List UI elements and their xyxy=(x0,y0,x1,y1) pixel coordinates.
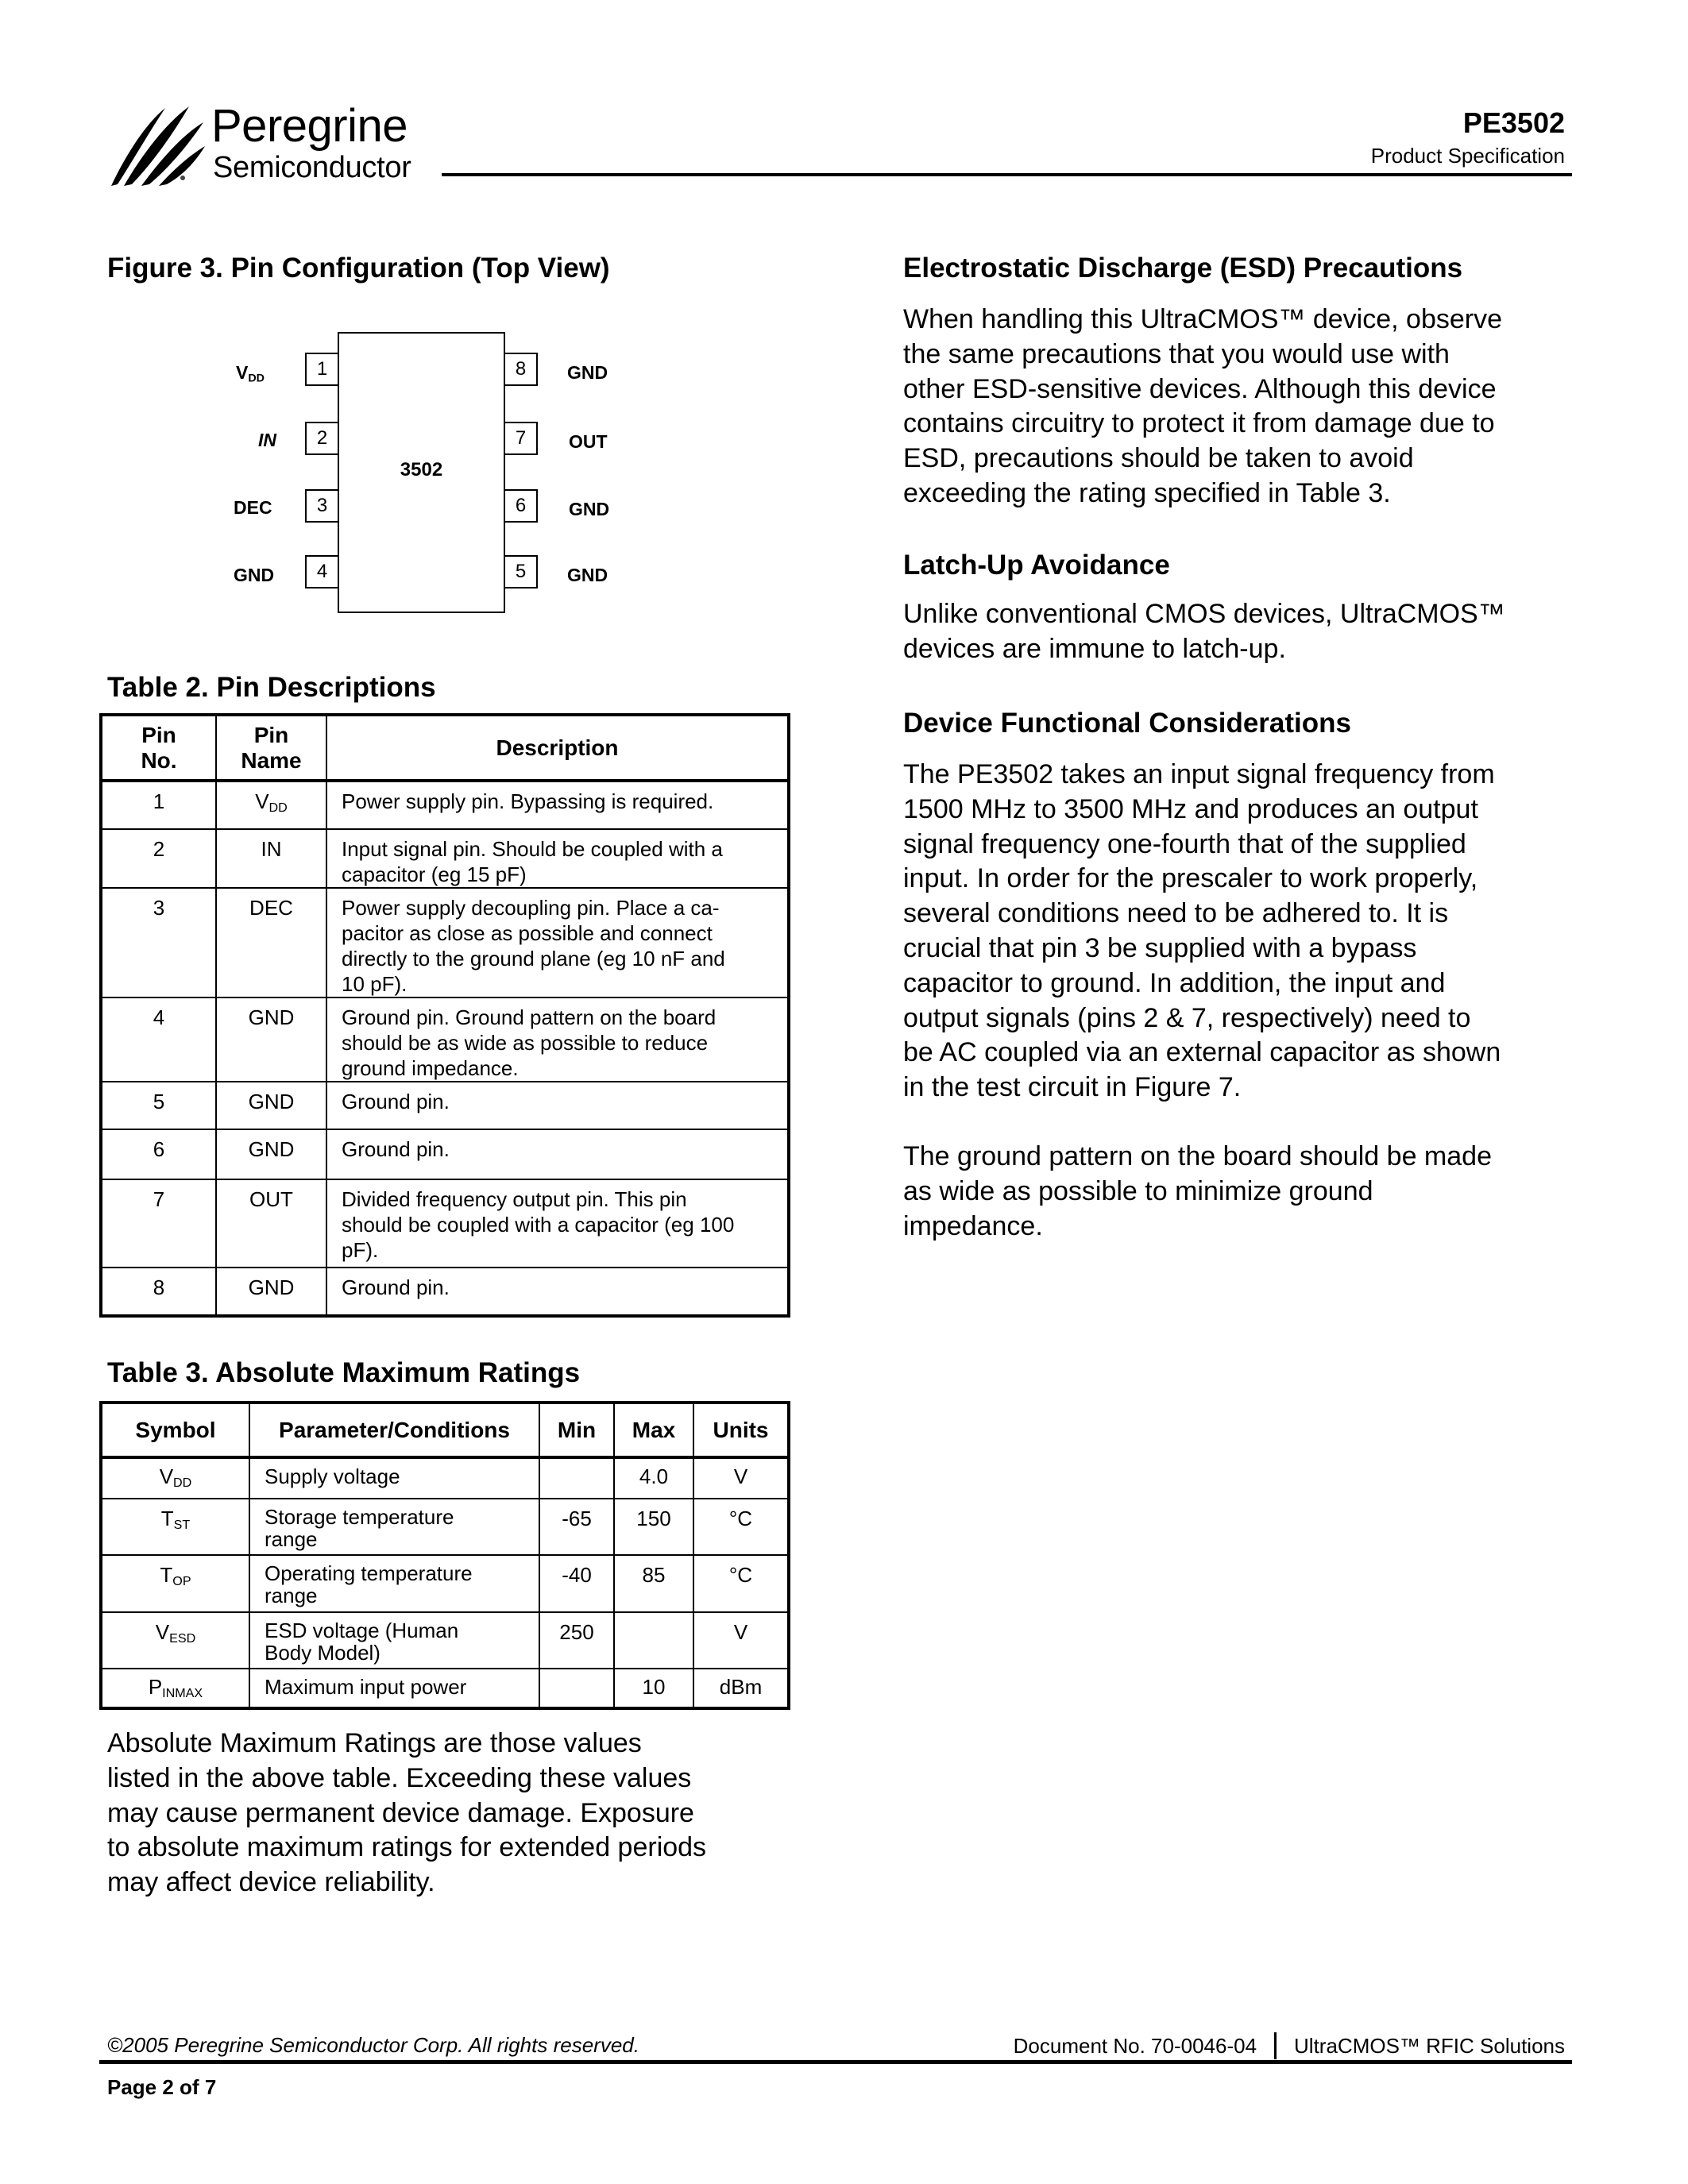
cell-max: 10 xyxy=(614,1669,693,1708)
pin-box-4: 4 xyxy=(305,555,339,588)
figure3-title: Figure 3. Pin Configuration (Top View) xyxy=(107,253,610,284)
chip-label: 3502 xyxy=(400,459,443,480)
cell-pin-no: 8 xyxy=(101,1268,216,1316)
cell-pin-name: GND xyxy=(216,1268,326,1316)
header-divider xyxy=(442,173,1572,176)
cell-description: Ground pin. Ground pattern on the board should be as wide as possible to reduce ground impedance. xyxy=(326,997,789,1082)
table-row xyxy=(101,997,789,1082)
cell-min xyxy=(539,1457,614,1499)
pin-label-6: GND xyxy=(569,499,610,519)
footer-doc-number: Document No. 70-0046-04 xyxy=(1013,2034,1257,2058)
cell-symbol: $V_{ESD}$ xyxy=(101,1612,249,1669)
cell-description: Ground pin. xyxy=(326,1082,789,1129)
table-row xyxy=(101,1669,789,1708)
cell-symbol: $T_{OP}$ xyxy=(101,1555,249,1612)
cell-symbol: $V_{DD}$ xyxy=(101,1457,249,1499)
table-row xyxy=(101,1082,789,1129)
table-row xyxy=(101,1129,789,1179)
cell-min: -65 xyxy=(539,1499,614,1555)
pin-descriptions-table xyxy=(99,713,790,1318)
footer-doc-info xyxy=(1014,2032,1565,2059)
ratings-note-paragraph: Absolute Maximum Ratings are those values listed in the above table. Exceeding these values may cause permanent device damage. Exposure to absolute maximum ratings for extended periods may affect device reliability. xyxy=(107,1728,707,1898)
cell-pin-name: $V_{DD}$ xyxy=(216,781,326,829)
cell-description: Divided frequency output pin. This pin should be coupled with a capacitor (eg 100 pF). xyxy=(326,1179,789,1268)
cell-units: dBm xyxy=(693,1669,789,1708)
table-row xyxy=(101,1555,789,1612)
footer-separator xyxy=(1274,2032,1277,2059)
cell-pin-no: 2 xyxy=(101,829,216,888)
col-header-description: Description xyxy=(326,715,789,781)
cell-description: Power supply pin. Bypassing is required. xyxy=(326,781,789,829)
cell-min xyxy=(539,1669,614,1708)
cell-description: Power supply decoupling pin. Place a ca- pacitor as close as possible and connect directly to the ground plane (eg 10 nF and 10 pF). xyxy=(326,888,789,997)
col-header-parameter: Parameter/Conditions xyxy=(249,1403,539,1457)
cell-min: 250 xyxy=(539,1612,614,1669)
col-header-symbol: Symbol xyxy=(101,1403,249,1457)
footer-divider xyxy=(99,2060,1572,2064)
cell-pin-name: GND xyxy=(216,997,326,1082)
cell-pin-no: 3 xyxy=(101,888,216,997)
table-row xyxy=(101,829,789,888)
table-row xyxy=(101,781,789,829)
cell-description: Ground pin. xyxy=(326,1268,789,1316)
table-row xyxy=(101,1179,789,1268)
esd-heading: Electrostatic Discharge (ESD) Precautions xyxy=(903,253,1463,284)
footer-copyright: ©2005 Peregrine Semiconductor Corp. All rights reserved. xyxy=(107,2033,639,2057)
pin-box-7: 7 xyxy=(504,422,538,455)
col-header-pin-name: Pin Name xyxy=(216,715,326,781)
cell-pin-no: 4 xyxy=(101,997,216,1082)
cell-pin-no: 7 xyxy=(101,1179,216,1268)
company-name: Peregrine xyxy=(211,100,408,152)
latchup-heading: Latch-Up Avoidance xyxy=(903,550,1170,581)
cell-parameter: Maximum input power xyxy=(249,1669,539,1708)
cell-pin-name: GND xyxy=(216,1082,326,1129)
cell-parameter: Storage temperature range xyxy=(249,1499,539,1555)
cell-description: Ground pin. xyxy=(326,1129,789,1179)
cell-parameter: Supply voltage xyxy=(249,1457,539,1499)
pin-label-2: IN xyxy=(258,430,276,450)
table-header-row xyxy=(101,715,789,781)
functional-heading: Device Functional Considerations xyxy=(903,708,1351,739)
table-row xyxy=(101,1268,789,1316)
col-header-pin-no: Pin No. xyxy=(101,715,216,781)
table-row xyxy=(101,1457,789,1499)
cell-symbol: $P_{INMAX}$ xyxy=(101,1669,249,1708)
functional-paragraph-1: The PE3502 takes an input signal frequency from 1500 MHz to 3500 MHz and produces an output signal frequency one-fourth that of the supplied input. In order for the prescaler to work properly, several conditions need to be adhered to. It is crucial that pin 3 be supplied with a bypass capacitor to ground. In addition, the input and output signals (pins 2 & 7, respectively) need to be AC coupled via an external capacitor as shown in the test circuit in Figure 7. xyxy=(903,759,1501,1103)
cell-pin-no: 5 xyxy=(101,1082,216,1129)
cell-units: V xyxy=(693,1457,789,1499)
table-header-row xyxy=(101,1403,789,1457)
col-header-min: Min xyxy=(539,1403,614,1457)
pin-box-3: 3 xyxy=(305,489,339,523)
functional-paragraph-2: The ground pattern on the board should be made as wide as possible to minimize ground impedance. xyxy=(903,1141,1492,1241)
page-number: Page 2 of 7 xyxy=(107,2075,217,2099)
peregrine-logo-icon xyxy=(110,100,209,187)
cell-parameter: ESD voltage (Human Body Model) xyxy=(249,1612,539,1669)
cell-pin-no: 6 xyxy=(101,1129,216,1179)
cell-units: °C xyxy=(693,1555,789,1612)
col-header-max: Max xyxy=(614,1403,693,1457)
esd-paragraph: When handling this UltraCMOS™ device, observe the same precautions that you would use with other ESD-sensitive devices. Although this device contains circuitry to protect it from damage due to ESD, precautions should be taken to avoid exceeding the rating specified in Table 3. xyxy=(903,304,1502,508)
company-subtitle: Semiconductor xyxy=(213,151,411,184)
cell-pin-name: IN xyxy=(216,829,326,888)
pin-label-7: OUT xyxy=(569,431,608,452)
absolute-max-ratings-table xyxy=(99,1401,790,1710)
table2-title: Table 2. Pin Descriptions xyxy=(107,672,436,703)
pin-label-1: $V_{DD}$ xyxy=(236,362,265,385)
cell-min: -40 xyxy=(539,1555,614,1612)
cell-max xyxy=(614,1612,693,1669)
pin-box-1: 1 xyxy=(305,353,339,386)
pin-label-8: GND xyxy=(567,362,608,383)
pin-label-3: DEC xyxy=(234,497,272,518)
cell-units: °C xyxy=(693,1499,789,1555)
table3-title: Table 3. Absolute Maximum Ratings xyxy=(107,1357,581,1388)
cell-max: 4.0 xyxy=(614,1457,693,1499)
cell-units: V xyxy=(693,1612,789,1669)
pin-box-5: 5 xyxy=(504,555,538,588)
table-row xyxy=(101,1499,789,1555)
pin-box-8: 8 xyxy=(504,353,538,386)
cell-description: Input signal pin. Should be coupled with a capacitor (eg 15 pF) xyxy=(326,829,789,888)
cell-parameter: Operating temperature range xyxy=(249,1555,539,1612)
latchup-paragraph: Unlike conventional CMOS devices, UltraCMOS™ devices are immune to latch-up. xyxy=(903,599,1505,664)
cell-max: 150 xyxy=(614,1499,693,1555)
cell-max: 85 xyxy=(614,1555,693,1612)
table-row xyxy=(101,1612,789,1669)
cell-pin-name: OUT xyxy=(216,1179,326,1268)
cell-pin-name: DEC xyxy=(216,888,326,997)
cell-pin-name: GND xyxy=(216,1129,326,1179)
table-row xyxy=(101,888,789,997)
pin-label-5: GND xyxy=(567,565,608,585)
doc-type: Product Specification xyxy=(1370,144,1565,168)
col-header-units: Units xyxy=(693,1403,789,1457)
cell-symbol: $T_{ST}$ xyxy=(101,1499,249,1555)
cell-pin-no: 1 xyxy=(101,781,216,829)
footer-product-line: UltraCMOS™ RFIC Solutions xyxy=(1294,2034,1565,2058)
pin-label-4: GND xyxy=(234,565,275,585)
pin-box-6: 6 xyxy=(504,489,538,523)
part-number: PE3502 xyxy=(1462,106,1565,139)
pin-box-2: 2 xyxy=(305,422,339,455)
